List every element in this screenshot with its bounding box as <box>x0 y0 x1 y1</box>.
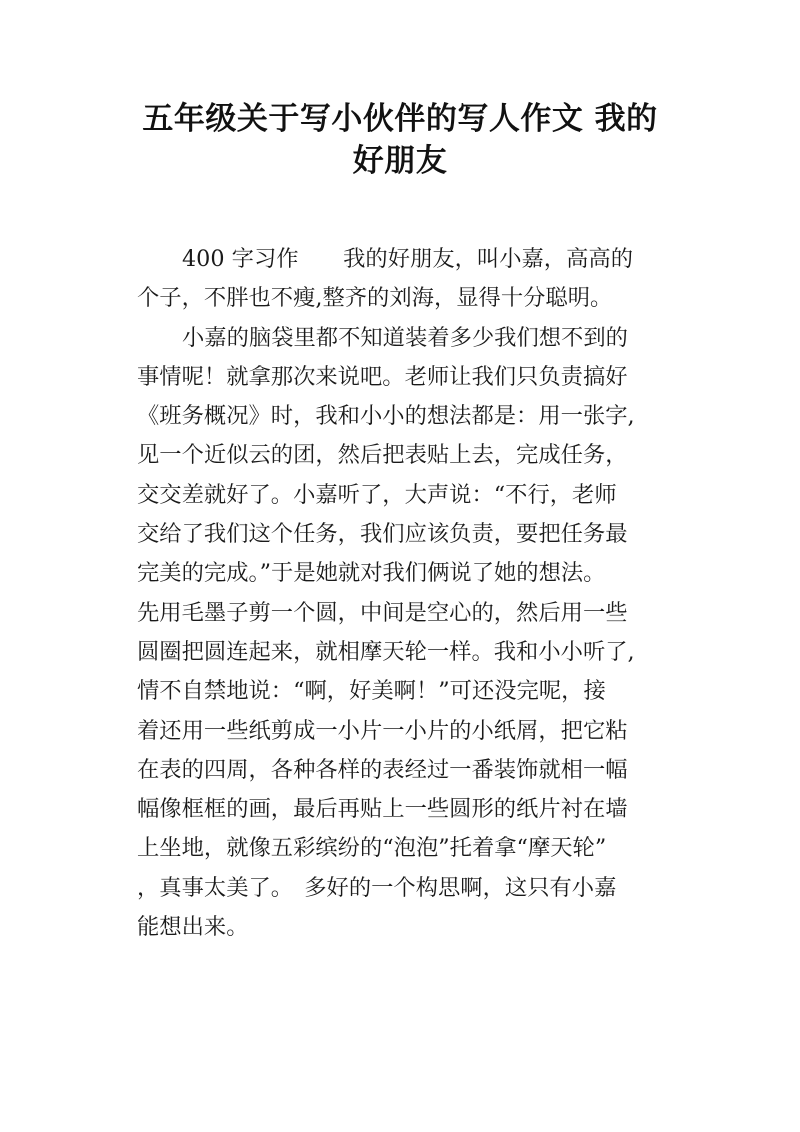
essay-body <box>137 240 672 947</box>
body-line: 情不自禁地说：“啊，好美啊！”可还没完呢，接 <box>137 678 606 705</box>
body-line: 个子，不胖也不瘦,整齐的刘海，显得十分聪明。 <box>137 285 613 312</box>
body-line: 事情呢！就拿那次来说吧。老师让我们只负责搞好 <box>137 363 628 390</box>
body-line: 先用毛墨子剪一个圆，中间是空心的，然后用一些 <box>137 599 628 626</box>
body-line: 见一个近似云的团，然后把表贴上去，完成任务， <box>137 442 628 469</box>
body-line: 能想出来。 <box>137 914 249 941</box>
title-line-1: 五年级关于写小伙伴的写人作文 我的 <box>142 101 658 137</box>
body-line: 小嘉的脑袋里都不知道装着多少我们想不到的 <box>182 324 628 351</box>
body-line: 幅像框框的画，最后再贴上一些圆形的纸片衬在墙 <box>137 796 628 823</box>
body-line: ，真事太美了。 多好的一个构思啊，这只有小嘉 <box>137 874 617 901</box>
body-line: 上坐地，就像五彩缤纷的“泡泡”托着拿“摩天轮” <box>137 835 607 862</box>
body-line: 交交差就好了。小嘉听了，大声说：“不行，老师 <box>137 481 617 508</box>
body-line: 在表的四周，各种各样的表经过一番装饰就相一幅 <box>137 756 628 783</box>
body-line: 圆圈把圆连起来，就相摩天轮一样。我和小小听了, <box>137 638 635 665</box>
body-line: 《班务概况》时，我和小小的想法都是：用一张字, <box>137 403 635 430</box>
body-line: 完美的完成。”于是她就对我们俩说了她的想法。 <box>137 560 606 587</box>
title-line-2: 好朋友 <box>352 143 448 179</box>
body-line: 着还用一些纸剪成一小片一小片的小纸屑，把它粘 <box>137 717 628 744</box>
document-title <box>120 98 680 182</box>
body-line: 交给了我们这个任务，我们应该负责，要把任务最 <box>137 521 628 548</box>
body-line: 400 字习作 我的好朋友，叫小嘉，高高的 <box>182 246 633 272</box>
